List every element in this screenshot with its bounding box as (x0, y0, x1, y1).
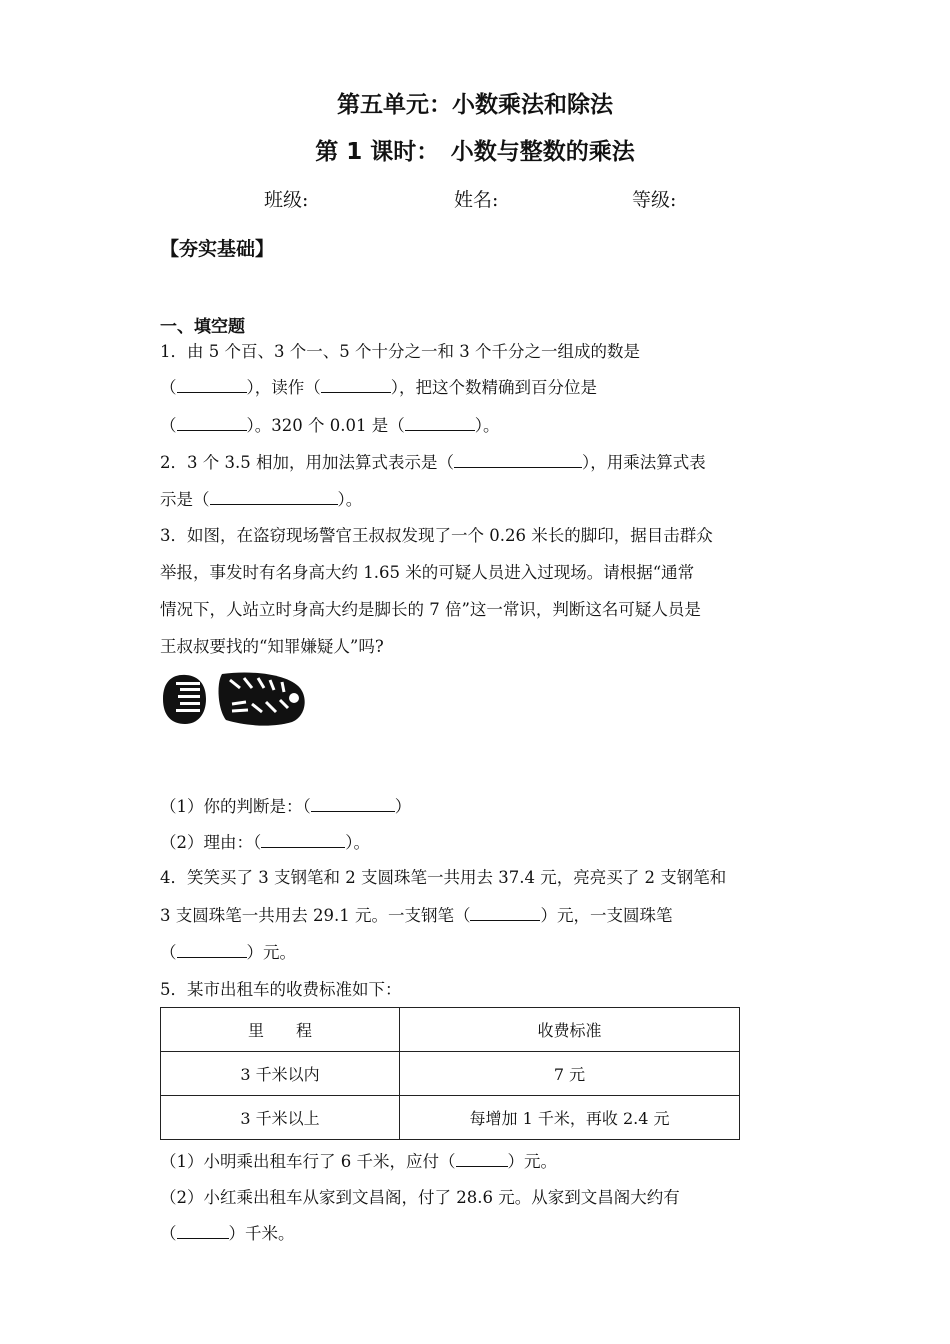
q2-text: 2．3 个 3.5 相加，用加法算式表示是（ (160, 453, 454, 472)
answer-blank[interactable] (177, 377, 247, 393)
q3-text: ）。 (345, 833, 370, 852)
q1-line-2 (160, 374, 597, 398)
q2-line-2 (160, 486, 362, 510)
answer-blank[interactable] (470, 905, 540, 921)
q4-text: ）元。 (246, 943, 296, 962)
q5-intro: 5．某市出租车的收费标准如下： (160, 980, 402, 999)
q2-text: 示是（ (160, 490, 210, 509)
unit-title: 第五单元：小数乘法和除法 (337, 92, 613, 118)
q5-text: ）元。 (507, 1152, 557, 1171)
section-title: 【夯实基础】 (160, 238, 275, 260)
class-label: 班级: (264, 189, 309, 211)
q2-text: ）。 (337, 490, 363, 509)
subsection-title: 一、填空题 (160, 317, 245, 337)
q4-text: ）元，一支圆珠笔 (540, 906, 673, 925)
q5-text: （1）小明乘出租车行了 6 千米，应付（ (160, 1152, 456, 1171)
q1-text: ），把这个数精确到百分位是 (390, 378, 597, 397)
table-row (161, 1096, 740, 1140)
grade-label: 等级: (632, 189, 677, 211)
fare-table (160, 1007, 740, 1140)
q5-text: ）千米。 (228, 1224, 295, 1243)
table-cell: 7 元 (400, 1052, 740, 1096)
q1-line-3 (160, 412, 499, 436)
answer-blank[interactable] (456, 1151, 508, 1167)
answer-blank[interactable] (177, 942, 247, 958)
q4-line-2 (160, 902, 672, 926)
q3-sub-2 (160, 829, 370, 853)
table-row (161, 1052, 740, 1096)
lesson-title: 第 1 课时： 小数与整数的乘法 (315, 139, 635, 165)
q4-text: 3 支圆珠笔一共用去 29.1 元。一支钢笔（ (160, 906, 471, 925)
q2-text: ），用乘法算式表 (581, 453, 706, 472)
answer-blank[interactable] (405, 415, 475, 431)
answer-blank[interactable] (177, 415, 247, 431)
answer-blank[interactable] (177, 1223, 229, 1239)
answer-blank[interactable] (261, 832, 345, 848)
q5-sub-2-line-1: （2）小红乘出租车从家到文昌阁，付了 28.6 元。从家到文昌阁大约有 (160, 1188, 680, 1207)
q3-line-4: 王叔叔要找的“知罪嫌疑人”吗? (160, 637, 384, 656)
q3-line-2: 举报，事发时有名身高大约 1.65 米的可疑人员进入过现场。请根据“通常 (160, 563, 695, 582)
q3-sub-1 (160, 793, 411, 817)
table-cell: 3 千米以上 (161, 1096, 400, 1140)
q1-text: （ (160, 378, 177, 397)
q1-text: ）。 (474, 416, 500, 435)
q3-text: （1）你的判断是：（ (160, 797, 311, 816)
table-header-cell: 里 程 (161, 1008, 400, 1052)
q5-text: （ (160, 1224, 177, 1243)
q1-line-1: 1．由 5 个百、3 个一、5 个十分之一和 3 个千分之一组成的数是 (160, 342, 640, 361)
table-cell: 每增加 1 千米，再收 2.4 元 (400, 1096, 740, 1140)
table-header-row (161, 1008, 740, 1052)
q1-text: （ (160, 416, 177, 435)
q2-line-1 (160, 449, 706, 473)
q5-sub-2-line-2 (160, 1220, 295, 1244)
q1-text: ），读作（ (246, 378, 321, 397)
answer-blank[interactable] (311, 796, 395, 812)
answer-blank[interactable] (210, 489, 338, 505)
q4-text: （ (160, 943, 177, 962)
q3-line-3: 情况下，人站立时身高大约是脚长的 7 倍”这一常识，判断这名可疑人员是 (160, 600, 701, 619)
name-label: 姓名: (454, 189, 499, 211)
q3-line-1: 3．如图，在盗窃现场警官王叔叔发现了一个 0.26 米长的脚印，据目击群众 (160, 526, 713, 545)
q5-sub-1 (160, 1148, 557, 1172)
footprint-image (160, 668, 310, 730)
q4-line-3 (160, 939, 296, 963)
q1-text: ）。320 个 0.01 是（ (246, 416, 405, 435)
table-header-cell: 收费标准 (400, 1008, 740, 1052)
q4-line-1: 4．笑笑买了 3 支钢笔和 2 支圆珠笔一共用去 37.4 元，亮亮买了 2 支钢笔和 (160, 868, 727, 887)
answer-blank[interactable] (321, 377, 391, 393)
answer-blank[interactable] (454, 452, 582, 468)
q3-text: ） (394, 797, 412, 816)
table-cell: 3 千米以内 (161, 1052, 400, 1096)
q3-text: （2）理由：（ (160, 833, 262, 852)
